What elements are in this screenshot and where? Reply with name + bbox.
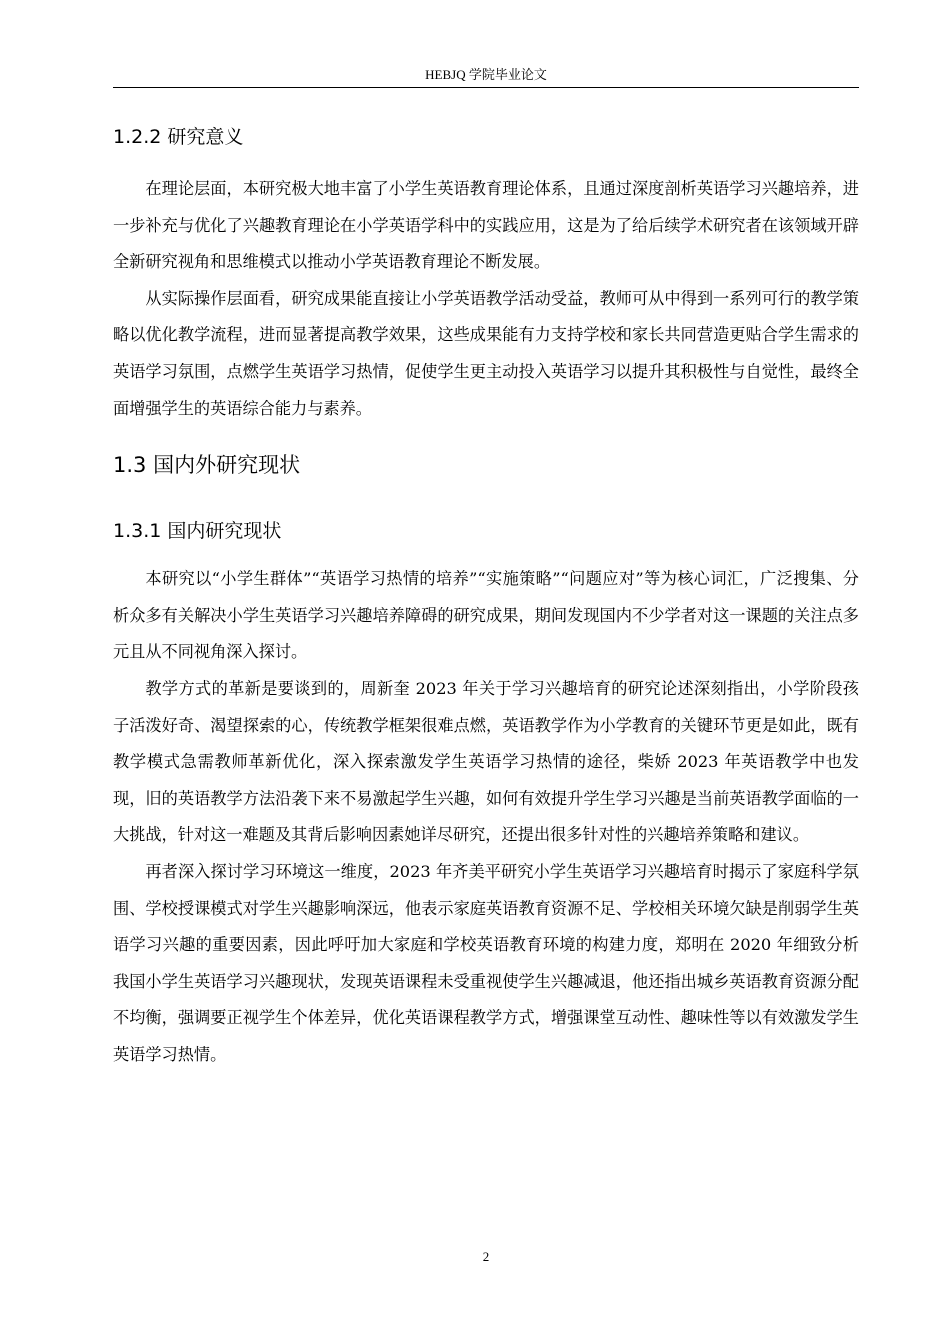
paragraph: 再者深入探讨学习环境这一维度，2023 年齐美平研究小学生英语学习兴趣培育时揭示了家庭科学氛围、学校授课模式对学生兴趣影响深远，他表示家庭英语教育资源不足、学校相关环境欠缺是削弱学生英语学习兴趣的重要因素，因此呼吁加大家庭和学校英语教育环境的构建力度，郑明在 2020 年细致分析我国小学生英语学习兴趣现状，发现英语课程未受重视使学生兴趣减退，他还指出城乡英语教育资源分配不均衡，强调要正视学生个体差异，优化英语课程教学方式，增强课堂互动性、趣味性等以有效激发学生英语学习热情。 (113, 861, 859, 1064)
section-heading-1-3: 1.3 国内外研究现状 (113, 453, 301, 478)
running-header: HEBJQ 学院毕业论文 (425, 67, 547, 82)
page-number: 2 (482, 1249, 490, 1264)
paragraph: 从实际操作层面看，研究成果能直接让小学英语教学活动受益，教师可从中得到一系列可行的教学策略以优化教学流程，进而显著提高教学效果，这些成果能有力支持学校和家长共同营造更贴合学生需求的英语学习氛围，点燃学生英语学习热情，促使学生更主动投入英语学习以提升其积极性与自觉性，最终全面增强学生的英语综合能力与素养。 (113, 288, 859, 418)
paragraph: 本研究以“小学生群体”“英语学习热情的培养”“实施策略”“问题应对”等为核心词汇，广泛搜集、分析众多有关解决小学生英语学习兴趣培养障碍的研究成果，期间发现国内不少学者对这一课题的关注点多元且从不同视角深入探讨。 (113, 569, 859, 662)
section-heading-1-3-1: 1.3.1 国内研究现状 (113, 520, 282, 543)
page-content (113, 117, 859, 1073)
paragraph: 教学方式的革新是要谈到的，周新奎 2023 年关于学习兴趣培育的研究论述深刻指出，小学阶段孩子活泼好奇、渴望探索的心，传统教学框架很难点燃，英语教学作为小学教育的关键环节更是如此，既有教学模式急需教师革新优化，深入探索激发学生英语学习热情的途径，柴娇 2023 年英语教学中也发现，旧的英语教学方法沿袭下来不易激起学生兴趣，如何有效提升学生学习兴趣是当前英语教学面临的一大挑战，针对这一难题及其背后影响因素她详尽研究，还提出很多针对性的兴趣培养策略和建议。 (113, 678, 859, 845)
header-rule (113, 87, 859, 88)
section-heading-1-2-2: 1.2.2 研究意义 (113, 126, 244, 148)
paragraph: 在理论层面，本研究极大地丰富了小学生英语教育理论体系，且通过深度剖析英语学习兴趣培养，进一步补充与优化了兴趣教育理论在小学英语学科中的实践应用，这是为了给后续学术研究者在该领域开辟全新研究视角和思维模式以推动小学英语教育理论不断发展。 (113, 179, 859, 272)
